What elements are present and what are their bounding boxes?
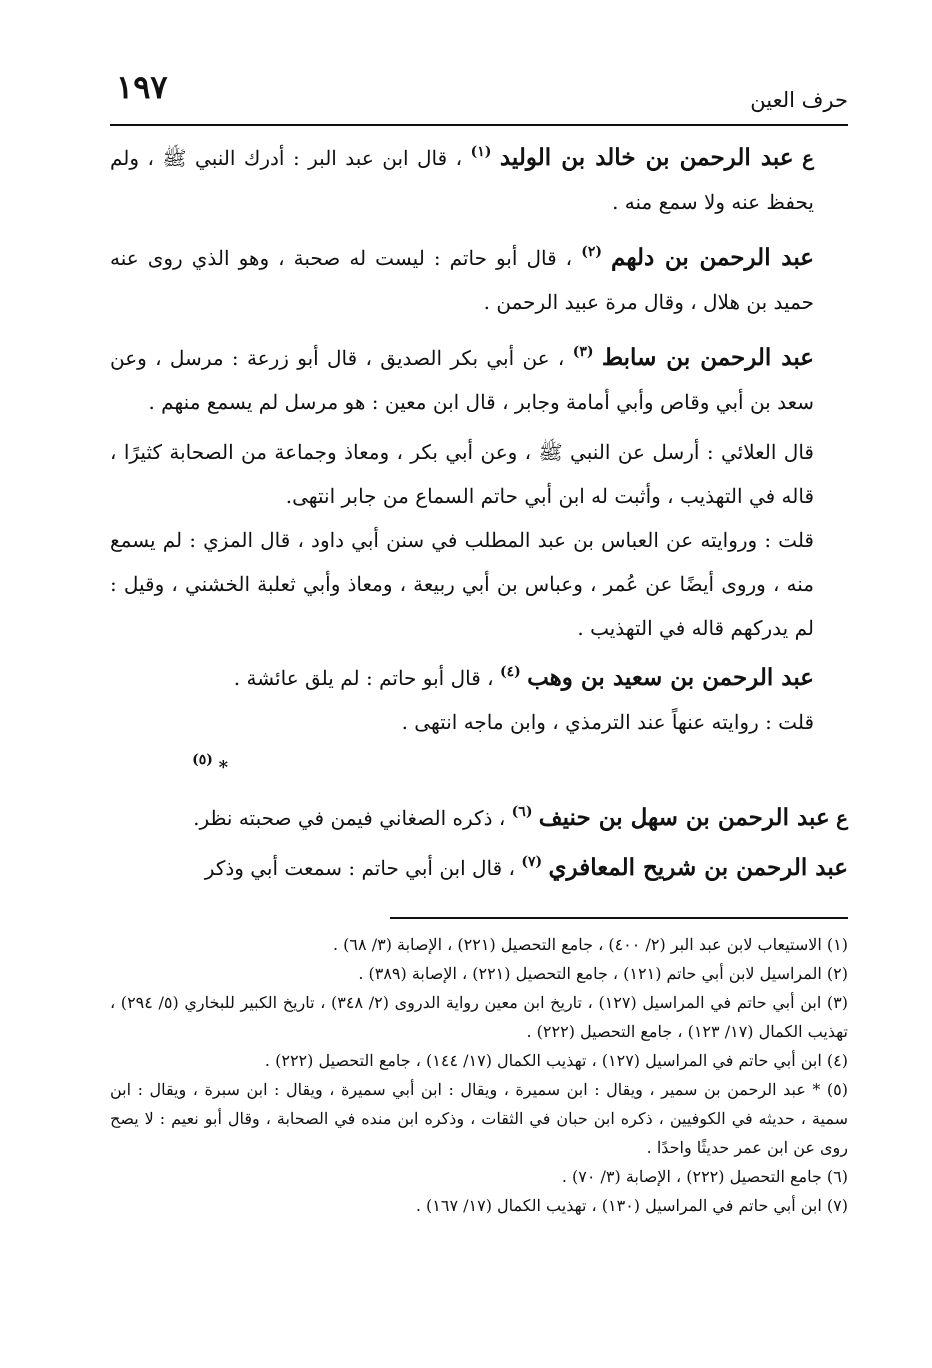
footnote-2: (٢) المراسيل لابن أبي حاتم (١٢١) ، جامع التحصيل (٢٢١) ، الإصابة (٣٨٩) . (358, 964, 848, 983)
entry-ibn-said (110, 650, 848, 700)
entry-symbol: ع (802, 146, 814, 170)
paragraph-text: قلت : روايته عنهاً عند الترمذي ، وابن ماجه انتهى . (401, 710, 814, 734)
footnote-ref: (٥) (192, 752, 213, 768)
entry-text: ، قال أبو حاتم : ليست له صحبة ، وهو الذي روى عنه حميد بن هلال ، وقال مرة عبيد الرحمن . (110, 246, 814, 314)
footnote-4: (٤) ابن أبي حاتم في المراسيل (١٢٧) ، تهذيب الكمال (١٧/ ١٤٤) ، جامع التحصيل (٢٢٢) . (264, 1051, 848, 1070)
header-rule (110, 124, 848, 126)
footnote-3: (٣) ابن أبي حاتم في المراسيل (١٢٧) ، تاريخ ابن معين رواية الدروى (٢/ ٣٤٨) ، تاريخ الكبير للبخاري (٥/ ٢٩٤) ، تهذيب الكمال (١٧/ ١٢٣) ، جامع التحصيل (٢٢٢) . (110, 993, 849, 1041)
entry-ibn-khalid (110, 130, 848, 224)
entry-ibn-shurayh (110, 840, 848, 890)
footnote-ref: (٢) (581, 244, 602, 260)
entry-name: عبد الرحمن بن سعيد بن وهب (527, 664, 814, 691)
footnote-ref: (٣) (572, 344, 594, 360)
entry-name: عبد الرحمن بن دلهم (611, 244, 815, 271)
footnote-ref: (٦) (511, 804, 533, 820)
footnote-5: (٥) * عبد الرحمن بن سمير ، ويقال : ابن سميرة ، ويقال : ابن أبي سميرة ، ويقال : ابن سبرة ، ويقال : ابن سمية ، حديثه في الكوفيين ، ذكره ابن حبان في الثقات ، وذكره ابن منده في الصحابة ، وقال أبو نعيم : لا يصح روى عن ابن عمر حديثًا واحدًا . (110, 1080, 848, 1157)
entry-name: عبد الرحمن بن سهل بن حنيف (538, 804, 830, 831)
entry-text: ، قال ابن عبد البر : أدرك النبي ﷺ ، ولم يحفظ عنه ولا سمع منه . (110, 146, 814, 214)
footnote-rule (390, 917, 848, 919)
footnote-7: (٧) ابن أبي حاتم في المراسيل (١٣٠) ، تهذيب الكمال (١٧/ ١٦٧) . (415, 1196, 848, 1215)
entry-text: ، ذكره الصغاني فيمن في صحبته نظر. (193, 806, 506, 830)
entry-symbol: ع (836, 806, 848, 830)
entry-ibn-sahl (110, 790, 848, 840)
paragraph-alalai (110, 430, 848, 518)
footnote-ref: (١) (470, 144, 492, 160)
footnote-6: (٦) جامع التحصيل (٢٢٢) ، الإصابة (٣/ ٧٠) . (561, 1167, 848, 1186)
entry-name: عبد الرحمن بن خالد بن الوليد (499, 144, 794, 171)
paragraph-qultu-2 (110, 700, 848, 744)
entry-name: عبد الرحمن بن شريح المعافري (548, 854, 848, 881)
entry-name: عبد الرحمن بن سابط (601, 344, 815, 371)
footnote-ref: (٧) (521, 854, 543, 870)
entry-star (110, 744, 848, 784)
entry-text: ، عن أبي بكر الصديق ، قال أبو زرعة : مرسل ، وعن سعد بن أبي وقاص وأبي أمامة وجابر ، قال ابن معين : هو مرسل لم يسمع منهم . (110, 346, 814, 414)
running-title: حرف العين (750, 88, 848, 112)
star-icon: * (218, 757, 228, 778)
footnotes (110, 930, 848, 1220)
entry-text: ، قال أبو حاتم : لم يلق عائشة . (233, 666, 494, 690)
entry-ibn-sabit (110, 330, 848, 424)
page-number: ١٩٧ (116, 68, 168, 106)
entry-text: ، قال ابن أبي حاتم : سمعت أبي وذكر (204, 856, 516, 880)
paragraph-text: قلت : وروايته عن العباس بن عبد المطلب في سنن أبي داود ، قال المزي : لم يسمع منه ، وروى أيضًا عن عُمر ، وعباس بن أبي ربيعة ، ومعاذ وأبي ثعلبة الخشني ، وقيل : لم يدركهم قاله في التهذيب . (110, 528, 814, 640)
footnote-1: (١) الاستيعاب لابن عبد البر (٢/ ٤٠٠) ، جامع التحصيل (٢٢١) ، الإصابة (٣/ ٦٨) . (333, 935, 848, 954)
footnote-ref: (٤) (499, 664, 521, 680)
main-text (110, 130, 848, 890)
entry-ibn-dalham (110, 230, 848, 324)
paragraph-text: قال العلائي : أرسل عن النبي ﷺ ، وعن أبي بكر ، ومعاذ وجماعة من الصحابة كثيرًا ، قاله في التهذيب ، وأثبت له ابن أبي حاتم السماع من جابر انتهى. (110, 440, 814, 508)
paragraph-qultu-1 (110, 518, 848, 650)
